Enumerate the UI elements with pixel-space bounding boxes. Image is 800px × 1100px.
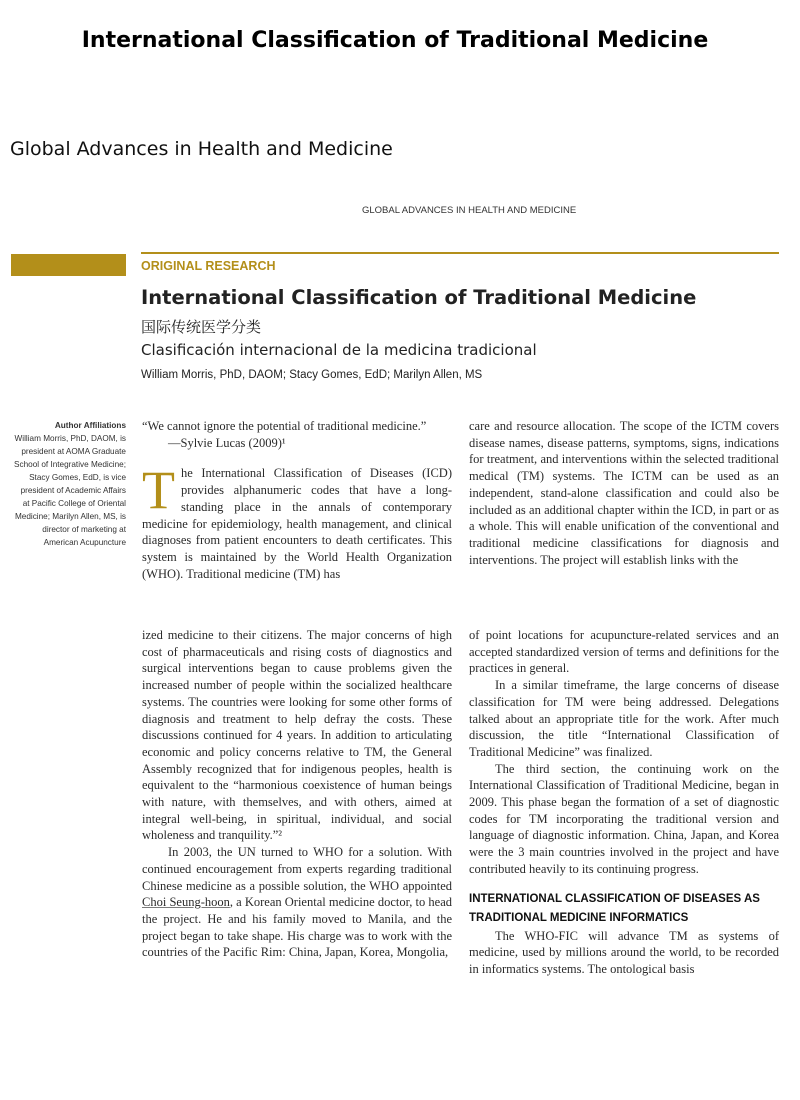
author-list: William Morris, PhD, DAOM; Stacy Gomes, EdD; Marilyn Allen, MS: [141, 369, 483, 381]
column-right-top: [469, 418, 779, 568]
article-title-spanish: Clasificación internacional de la medicina tradicional: [141, 341, 537, 359]
running-head: GLOBAL ADVANCES IN HEALTH AND MEDICINE: [362, 205, 577, 216]
drop-cap: T: [142, 460, 175, 521]
page-top-title: International Classification of Traditional Medicine: [81, 28, 709, 53]
paragraph-text: , a Korean Oriental medicine doctor, to head the project. He and his family moved to Manila, and the project began to take shape. His charge was to work with the countries of the Pacific Rim: China, Japan, Korea, Mongolia,: [142, 895, 452, 960]
gold-rule: [141, 252, 779, 254]
body-paragraph: [142, 844, 452, 961]
article-title: International Classification of Traditional Medicine: [141, 286, 697, 309]
author-affiliations: [12, 419, 126, 549]
body-paragraph: ized medicine to their citizens. The major concerns of high cost of pharmaceuticals and rising costs of diagnostics and surgical interventions began to cause problems given the increased number of people within the socialized healthcare systems. The countries were looking for some other forms of diagnosis and treatment to help defray the costs. These discussions continued for 4 years. In addition to articulating economic and policy concerns relative to TM, the General Assembly recognized that for indigenous peoples, health is equivalent to the “harmonious coexistence of human beings with nature, with themselves, and with others, aimed at integral well-being, in spiritual, individual, and social wholeness and tranquility.”²: [142, 628, 452, 843]
section-label: ORIGINAL RESEARCH: [141, 259, 276, 273]
intro-paragraph: [142, 460, 452, 582]
body-paragraph: In a similar timeframe, the large concerns of disease classification for TM were being addressed. Delegations talked about an appropriate title for the work. After much discussion, the title “International Classification of Traditional Medicine” was finalized.: [469, 678, 779, 759]
body-paragraph: The WHO-FIC will advance TM as systems of medicine, used by millions around the world, to be recorded in informatics systems. The ontological basis: [469, 928, 779, 976]
article-title-chinese: 国际传统医学分类: [141, 318, 262, 336]
column-left-bottom: [142, 627, 452, 961]
affiliations-text: William Morris, PhD, DAOM, is president at AOMA Graduate School of Integrative Medicine; Stacy Gomes, EdD, is vice president of Academic Affairs at Pacific College of Oriental Medicine; Marilyn Allen, MS, is director of marketing at American Acupuncture: [14, 434, 126, 547]
journal-name: Global Advances in Health and Medicine: [10, 138, 393, 160]
epigraph-quote: “We cannot ignore the potential of traditional medicine.”: [142, 419, 427, 433]
column-right-bottom: [469, 627, 779, 978]
section-subheading: INTERNATIONAL CLASSIFICATION OF DISEASES AS TRADITIONAL MEDICINE INFORMATICS: [469, 892, 760, 924]
column-left-top: [142, 418, 452, 582]
affiliations-heading: Author Affiliations: [54, 421, 126, 430]
body-paragraph: of point locations for acupuncture-related services and an accepted standardized version of terms and definitions for the practices in general.: [469, 628, 779, 676]
body-paragraph: The third section, the continuing work on the International Classification of Traditional Medicine, began in 2009. This phase began the formation of a set of diagnostic codes for TM incorporating the traditional version and language of diagnostic information. China, Japan, and Korea were the 3 main countries involved in the project and have contributed heavily to its continuing progress.: [469, 761, 779, 876]
intro-text: he International Classification of Diseases (ICD) provides alphanumeric codes that have a long-standing place in the annals of contemporary medicine for epidemiology, health management, and clinical diagnoses from patient encounters to death certificates. This system is maintained by the World Health Organization (WHO). Traditional medicine (TM) has: [142, 466, 452, 581]
paragraph-text: In 2003, the UN turned to WHO for a solution. With continued encouragement from experts regarding traditional Chinese medicine as a possible solution, the WHO appointed: [142, 845, 452, 893]
scope-paragraph: care and resource allocation. The scope of the ICTM covers disease names, disease patterns, symptoms, signs, indications for treatment, and interventions within the selected traditional medical (TM) systems. The ICTM can be used as an independent, stand-alone classification and could also be included as an additional chapter within the ICD, in part or as a whole. This will enable unification of the conventional and traditional medicine classifications for diagnosis and interventions. The project will establish links with the: [469, 419, 779, 567]
gold-accent-bar: [11, 254, 126, 276]
epigraph-attribution: —Sylvie Lucas (2009)¹: [168, 435, 286, 450]
choi-seung-hoon-link[interactable]: Choi Seung-hoon: [142, 895, 230, 910]
